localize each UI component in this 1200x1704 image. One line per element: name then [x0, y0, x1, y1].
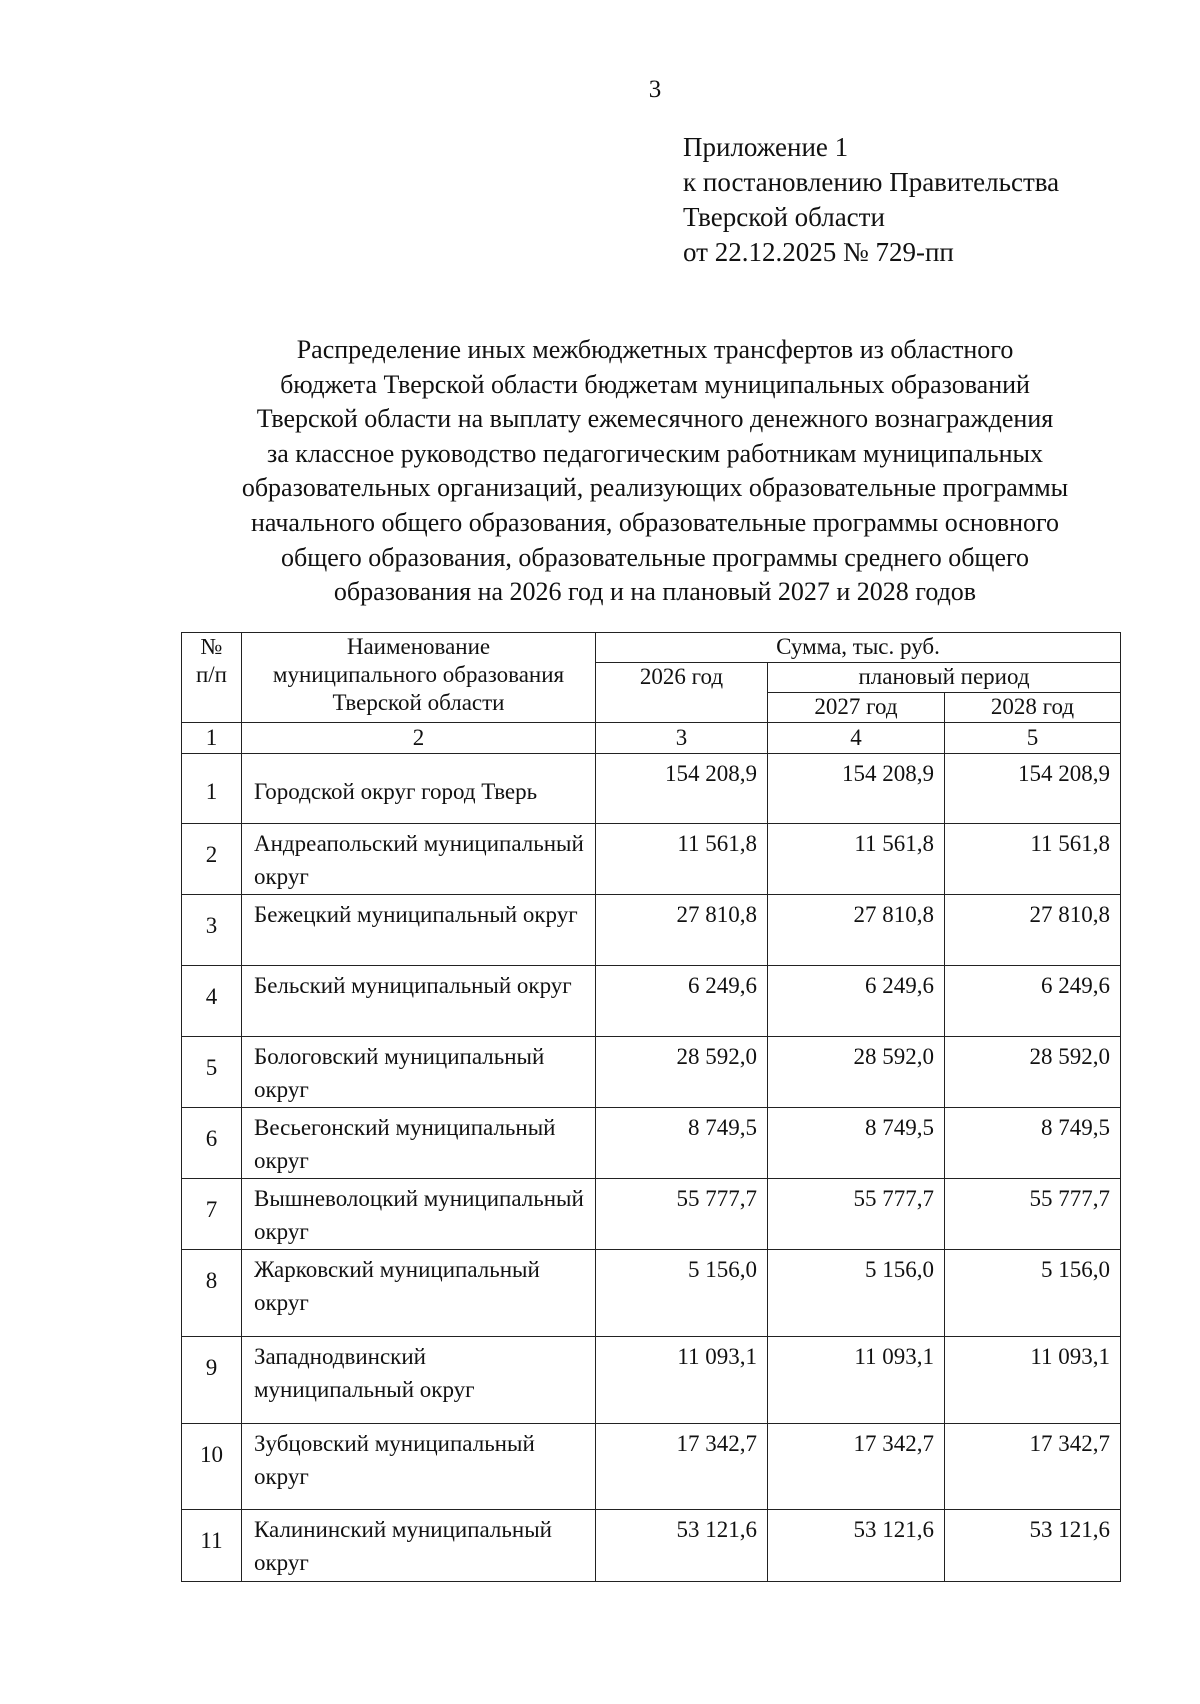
table-row [182, 1037, 1121, 1108]
table-row [182, 966, 1121, 1037]
row-number: 7 [182, 1179, 242, 1250]
header-municipality-line2: муниципального образования [272, 662, 565, 687]
row-number: 2 [182, 824, 242, 895]
value-2028: 11 561,8 [945, 824, 1121, 895]
header-year-2027: 2027 год [768, 693, 945, 723]
header-number-line1: № [200, 634, 223, 659]
title-line: Тверской области на выплату ежемесячного денежного вознаграждения [256, 404, 1054, 434]
appendix-line-4: от 22.12.2025 № 729-пп [683, 237, 954, 267]
header-number [182, 633, 242, 723]
title-line: общего образования, образовательные программы среднего общего [280, 542, 1030, 572]
header-municipality-line1: Наименование [346, 634, 491, 659]
value-2026: 27 810,8 [596, 895, 768, 966]
column-number: 4 [768, 723, 945, 754]
value-2027: 5 156,0 [768, 1250, 945, 1337]
column-number: 1 [182, 723, 242, 754]
appendix-line-3: Тверской области [683, 202, 885, 232]
value-2027: 55 777,7 [768, 1179, 945, 1250]
row-number: 1 [182, 754, 242, 824]
table-row [182, 1108, 1121, 1179]
table-header-row [182, 633, 1121, 663]
value-2027: 11 561,8 [768, 824, 945, 895]
value-2028: 27 810,8 [945, 895, 1121, 966]
value-2026: 11 561,8 [596, 824, 768, 895]
table-row [182, 754, 1121, 824]
value-2027: 11 093,1 [768, 1337, 945, 1424]
column-number-row [182, 723, 1121, 754]
municipality-name: Жарковский муниципальный округ [242, 1250, 596, 1337]
table-row [182, 1510, 1121, 1582]
value-2027: 17 342,7 [768, 1424, 945, 1510]
title-line: образовательных организаций, реализующих образовательные программы [241, 473, 1069, 503]
municipality-name: Бологовский муниципальный округ [242, 1037, 596, 1108]
value-2028: 17 342,7 [945, 1424, 1121, 1510]
value-2028: 5 156,0 [945, 1250, 1121, 1337]
row-number: 11 [182, 1510, 242, 1582]
column-number: 3 [596, 723, 768, 754]
header-municipality-line3: Тверской области [332, 690, 505, 715]
value-2027: 27 810,8 [768, 895, 945, 966]
appendix-line-2: к постановлению Правительства [683, 167, 1060, 197]
appendix-line-1: Приложение 1 [683, 132, 849, 162]
value-2028: 8 749,5 [945, 1108, 1121, 1179]
value-2027: 6 249,6 [768, 966, 945, 1037]
table-row [182, 1250, 1121, 1337]
appendix-block [683, 130, 1059, 270]
municipality-name: Западнодвинский муниципальный округ [242, 1337, 596, 1424]
document-title [190, 333, 1120, 610]
distribution-table [181, 632, 1121, 1582]
row-number: 10 [182, 1424, 242, 1510]
value-2026: 5 156,0 [596, 1250, 768, 1337]
row-number: 6 [182, 1108, 242, 1179]
title-line: Распределение иных межбюджетных трансфертов из областного [296, 335, 1014, 364]
value-2028: 55 777,7 [945, 1179, 1121, 1250]
title-line: образования на 2026 год и на плановый 2027 и 2028 годов [333, 577, 977, 607]
row-number: 5 [182, 1037, 242, 1108]
row-number: 9 [182, 1337, 242, 1424]
value-2027: 53 121,6 [768, 1510, 945, 1582]
column-number: 2 [242, 723, 596, 754]
row-number: 8 [182, 1250, 242, 1337]
value-2026: 17 342,7 [596, 1424, 768, 1510]
header-municipality [242, 633, 596, 723]
header-year-2026: 2026 год [596, 663, 768, 723]
municipality-name: Калининский муниципальный округ [242, 1510, 596, 1582]
value-2026: 6 249,6 [596, 966, 768, 1037]
table-row [182, 1337, 1121, 1424]
row-number: 3 [182, 895, 242, 966]
value-2028: 11 093,1 [945, 1337, 1121, 1424]
value-2028: 154 208,9 [945, 754, 1121, 824]
title-line: за классное руководство педагогическим работникам муниципальных [267, 438, 1043, 468]
table-row [182, 1179, 1121, 1250]
column-number: 5 [945, 723, 1121, 754]
value-2027: 8 749,5 [768, 1108, 945, 1179]
value-2026: 154 208,9 [596, 754, 768, 824]
value-2026: 53 121,6 [596, 1510, 768, 1582]
municipality-name: Бежецкий муниципальный округ [242, 895, 596, 966]
value-2026: 8 749,5 [596, 1108, 768, 1179]
table-row [182, 895, 1121, 966]
header-year-2028: 2028 год [945, 693, 1121, 723]
municipality-name: Бельский муниципальный округ [242, 966, 596, 1037]
municipality-name: Андреапольский муниципальный округ [242, 824, 596, 895]
municipality-name: Зубцовский муниципальный округ [242, 1424, 596, 1510]
municipality-name: Вышневолоцкий муниципальный округ [242, 1179, 596, 1250]
value-2026: 55 777,7 [596, 1179, 768, 1250]
value-2028: 28 592,0 [945, 1037, 1121, 1108]
row-number: 4 [182, 966, 242, 1037]
value-2026: 28 592,0 [596, 1037, 768, 1108]
title-line: бюджета Тверской области бюджетам муниципальных образований [280, 369, 1030, 399]
header-plan-period: плановый период [768, 663, 1121, 693]
header-sum: Сумма, тыс. руб. [596, 633, 1121, 663]
table-row [182, 824, 1121, 895]
value-2028: 6 249,6 [945, 966, 1121, 1037]
title-line: начального общего образования, образовательные программы основного [250, 507, 1060, 537]
municipality-name: Городской округ город Тверь [242, 754, 596, 824]
value-2027: 28 592,0 [768, 1037, 945, 1108]
municipality-name: Весьегонский муниципальный округ [242, 1108, 596, 1179]
table-row [182, 1424, 1121, 1510]
value-2026: 11 093,1 [596, 1337, 768, 1424]
value-2027: 154 208,9 [768, 754, 945, 824]
page-number: 3 [648, 76, 662, 103]
header-number-line2: п/п [195, 662, 227, 687]
value-2028: 53 121,6 [945, 1510, 1121, 1582]
